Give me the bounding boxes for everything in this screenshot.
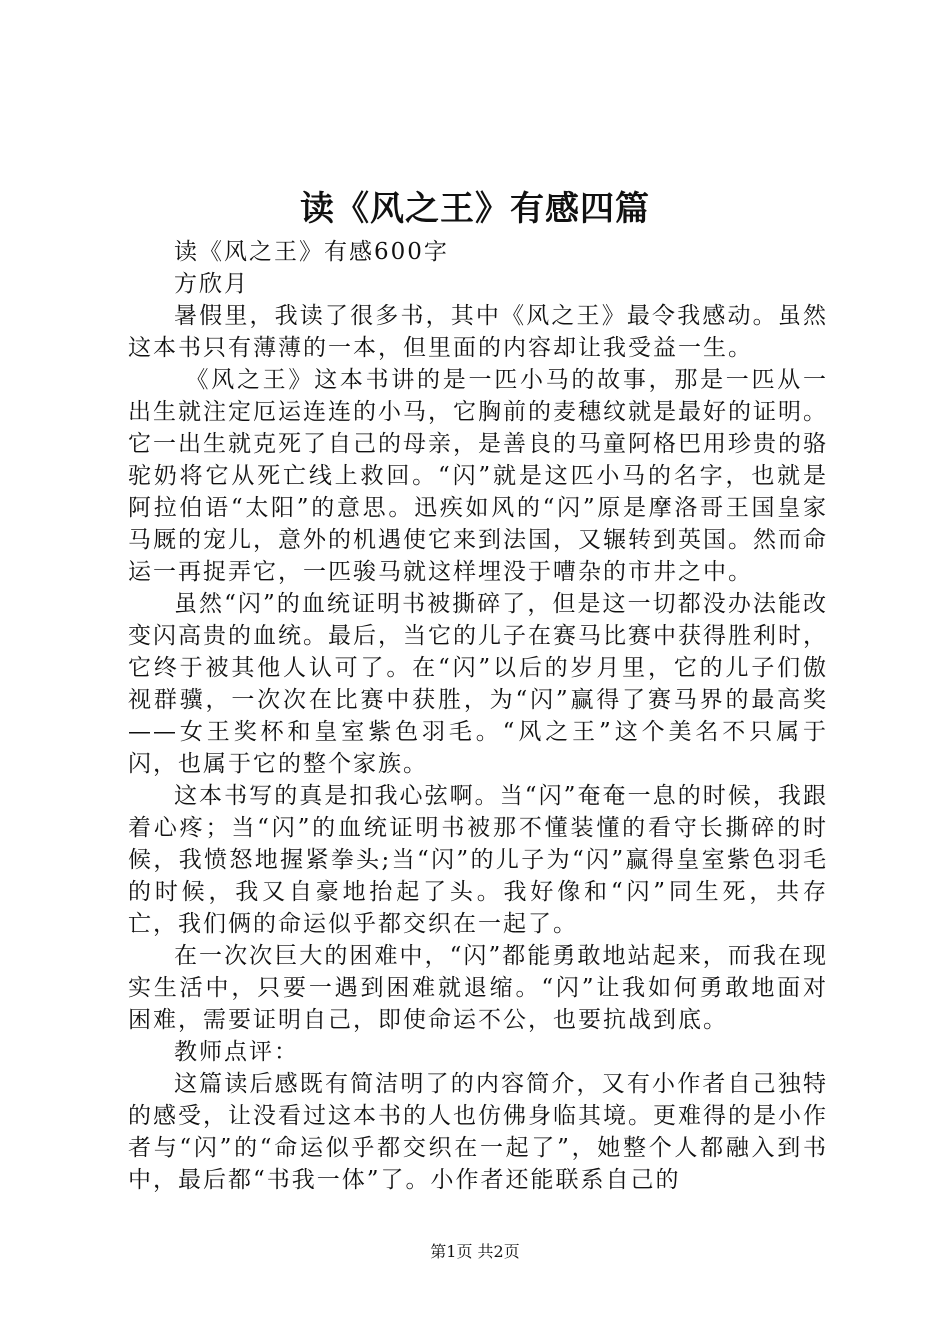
document-title: 读《风之王》有感四篇 [300, 189, 650, 229]
document-body [128, 236, 828, 1196]
page-footer: 第1页 共2页 [430, 1242, 520, 1261]
paragraph-4: 这本书写的真是扣我心弦啊。当“闪”奄奄一息的时候，我跟着心疼；当“闪”的血统证明书被那不懂装懂的看守长撕碎的时候，我愤怒地握紧拳头;当“闪”的儿子为“闪”赢得皇室紫色羽毛的时候，我又自豪地抬起了头。我好像和“闪”同生死，共存亡，我们俩的命运似乎都交织在一起了。 [128, 783, 828, 937]
paragraph-3: 虽然“闪”的血统证明书被撕碎了，但是这一切都没办法能改变闪高贵的血统。最后，当它的儿子在赛马比赛中获得胜利时，它终于被其他人认可了。在“闪”以后的岁月里，它的儿子们傲视群骥，一次次在比赛中获胜，为“闪”赢得了赛马界的最高奖——女王奖杯和皇室紫色羽毛。“风之王”这个美名不只属于闪，也属于它的整个家族。 [128, 591, 828, 777]
paragraph-5: 在一次次巨大的困难中，“闪”都能勇敢地站起来，而我在现实生活中，只要一遇到困难就退缩。“闪”让我如何勇敢地面对困难，需要证明自己，即使命运不公，也要抗战到底。 [128, 943, 828, 1033]
paragraph-1: 暑假里，我读了很多书，其中《风之王》最令我感动。虽然这本书只有薄薄的一本，但里面的内容却让我受益一生。 [128, 303, 828, 361]
subtitle-line: 读《风之王》有感600字 [174, 239, 449, 265]
teacher-comment-heading: 教师点评： [174, 1039, 299, 1065]
author-line: 方欣月 [174, 271, 249, 297]
teacher-comment-text: 这篇读后感既有简洁明了的内容简介，又有小作者自己独特的感受，让没看过这本书的人也仿佛身临其境。更难得的是小作者与“闪”的“命运似乎都交织在一起了”，她整个人都融入到书中，最后都“书我一体”了。小作者还能联系自己的 [128, 1071, 828, 1193]
paragraph-2: 《风之王》这本书讲的是一匹小马的故事，那是一匹从一出生就注定厄运连连的小马，它胸前的麦穗纹就是最好的证明。它一出生就克死了自己的母亲，是善良的马童阿格巴用珍贵的骆驼奶将它从死亡线上救回。“闪”就是这匹小马的名字，也就是阿拉伯语“太阳”的意思。迅疾如风的“闪”原是摩洛哥王国皇家马厩的宠儿，意外的机遇使它来到法国，又辗转到英国。然而命运一再捉弄它，一匹骏马就这样埋没于嘈杂的市井之中。 [128, 367, 828, 585]
